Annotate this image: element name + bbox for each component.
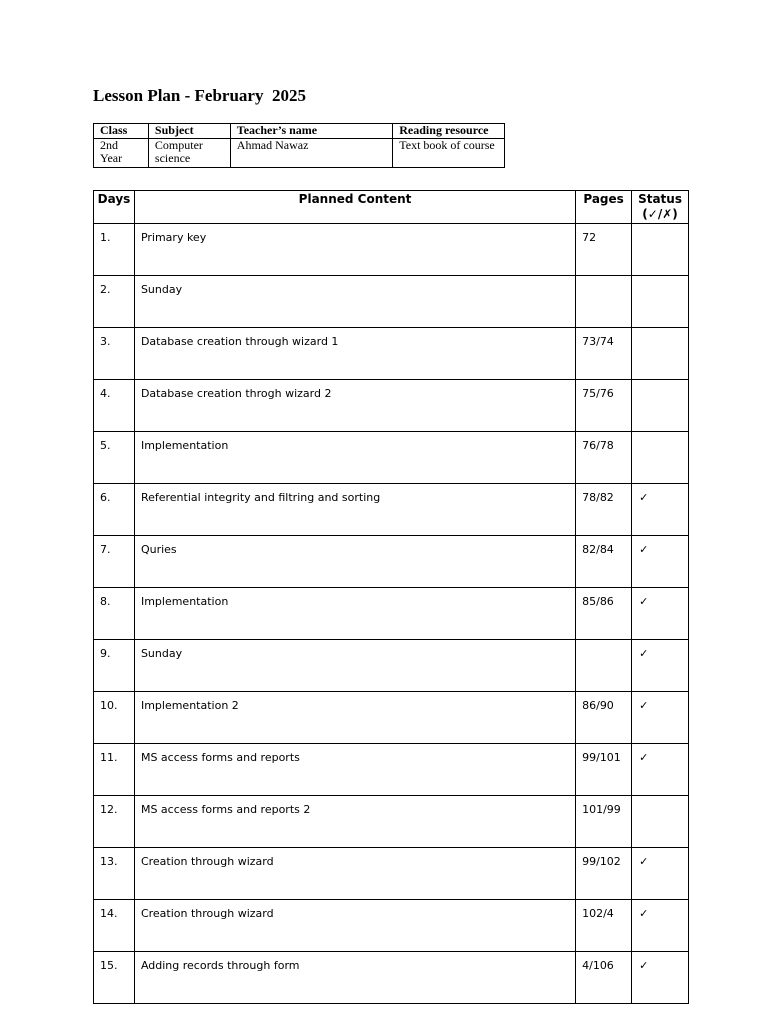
pages-cell: 101/99	[576, 796, 632, 848]
table-row	[94, 692, 689, 744]
table-row	[94, 900, 689, 952]
info-teacher-value: Ahmad Nawaz	[230, 139, 392, 168]
day-cell: 9.	[94, 640, 135, 692]
info-header-class: Class	[94, 124, 149, 139]
status-cell: ✓	[632, 588, 689, 640]
pages-cell	[576, 640, 632, 692]
info-header-subject: Subject	[148, 124, 230, 139]
pages-cell: 82/84	[576, 536, 632, 588]
status-cell: ✓	[632, 692, 689, 744]
day-cell: 1.	[94, 224, 135, 276]
info-subject-value: Computer science	[148, 139, 230, 168]
pages-cell: 99/101	[576, 744, 632, 796]
info-resource-value: Text book of course	[393, 139, 505, 168]
status-cell	[632, 224, 689, 276]
pages-cell: 86/90	[576, 692, 632, 744]
pages-cell: 75/76	[576, 380, 632, 432]
pages-cell: 99/102	[576, 848, 632, 900]
plan-header-days: Days	[94, 191, 135, 224]
table-row	[94, 848, 689, 900]
content-cell: Sunday	[134, 640, 575, 692]
content-cell: Creation through wizard	[134, 848, 575, 900]
status-cell: ✓	[632, 952, 689, 1004]
content-cell: Adding records through form	[134, 952, 575, 1004]
pages-cell	[576, 276, 632, 328]
page-title: Lesson Plan - February 2025	[93, 86, 306, 105]
plan-header-pages: Pages	[576, 191, 632, 224]
pages-cell: 4/106	[576, 952, 632, 1004]
content-cell: Creation through wizard	[134, 900, 575, 952]
table-row	[94, 224, 689, 276]
pages-cell: 72	[576, 224, 632, 276]
table-row	[94, 796, 689, 848]
day-cell: 6.	[94, 484, 135, 536]
content-cell: Implementation	[134, 432, 575, 484]
content-cell: Database creation through wizard 1	[134, 328, 575, 380]
day-cell: 7.	[94, 536, 135, 588]
content-cell: Sunday	[134, 276, 575, 328]
status-cell	[632, 432, 689, 484]
info-header-resource: Reading resource	[393, 124, 505, 139]
day-cell: 8.	[94, 588, 135, 640]
status-cell: ✓	[632, 484, 689, 536]
day-cell: 14.	[94, 900, 135, 952]
table-row	[94, 744, 689, 796]
status-cell	[632, 796, 689, 848]
table-row	[94, 640, 689, 692]
pages-cell: 102/4	[576, 900, 632, 952]
info-class-value: 2nd Year	[94, 139, 149, 168]
pages-cell: 78/82	[576, 484, 632, 536]
plan-header-status: Status (✓/✗)	[632, 191, 689, 224]
plan-table-body	[94, 224, 689, 1004]
status-cell	[632, 276, 689, 328]
table-row	[94, 952, 689, 1004]
day-cell: 10.	[94, 692, 135, 744]
info-header-row	[94, 124, 505, 139]
content-cell: Referential integrity and filtring and sorting	[134, 484, 575, 536]
day-cell: 15.	[94, 952, 135, 1004]
table-row	[94, 328, 689, 380]
day-cell: 13.	[94, 848, 135, 900]
table-row	[94, 432, 689, 484]
content-cell: MS access forms and reports	[134, 744, 575, 796]
info-table	[93, 123, 505, 168]
pages-cell: 85/86	[576, 588, 632, 640]
info-value-row	[94, 139, 505, 168]
table-row	[94, 484, 689, 536]
day-cell: 11.	[94, 744, 135, 796]
day-cell: 12.	[94, 796, 135, 848]
pages-cell: 73/74	[576, 328, 632, 380]
day-cell: 5.	[94, 432, 135, 484]
table-row	[94, 380, 689, 432]
plan-header-content: Planned Content	[134, 191, 575, 224]
content-cell: Implementation	[134, 588, 575, 640]
status-cell	[632, 380, 689, 432]
table-row	[94, 536, 689, 588]
content-cell: Primary key	[134, 224, 575, 276]
day-cell: 3.	[94, 328, 135, 380]
table-row	[94, 276, 689, 328]
day-cell: 2.	[94, 276, 135, 328]
content-cell: Quries	[134, 536, 575, 588]
content-cell: MS access forms and reports 2	[134, 796, 575, 848]
plan-header-row	[94, 191, 689, 224]
status-cell	[632, 328, 689, 380]
day-cell: 4.	[94, 380, 135, 432]
status-cell: ✓	[632, 744, 689, 796]
content-cell: Implementation 2	[134, 692, 575, 744]
status-cell: ✓	[632, 900, 689, 952]
info-header-teacher: Teacher’s name	[230, 124, 392, 139]
content-cell: Database creation throgh wizard 2	[134, 380, 575, 432]
pages-cell: 76/78	[576, 432, 632, 484]
status-cell: ✓	[632, 640, 689, 692]
lesson-plan-table	[93, 190, 689, 1004]
status-cell: ✓	[632, 536, 689, 588]
status-cell: ✓	[632, 848, 689, 900]
table-row	[94, 588, 689, 640]
